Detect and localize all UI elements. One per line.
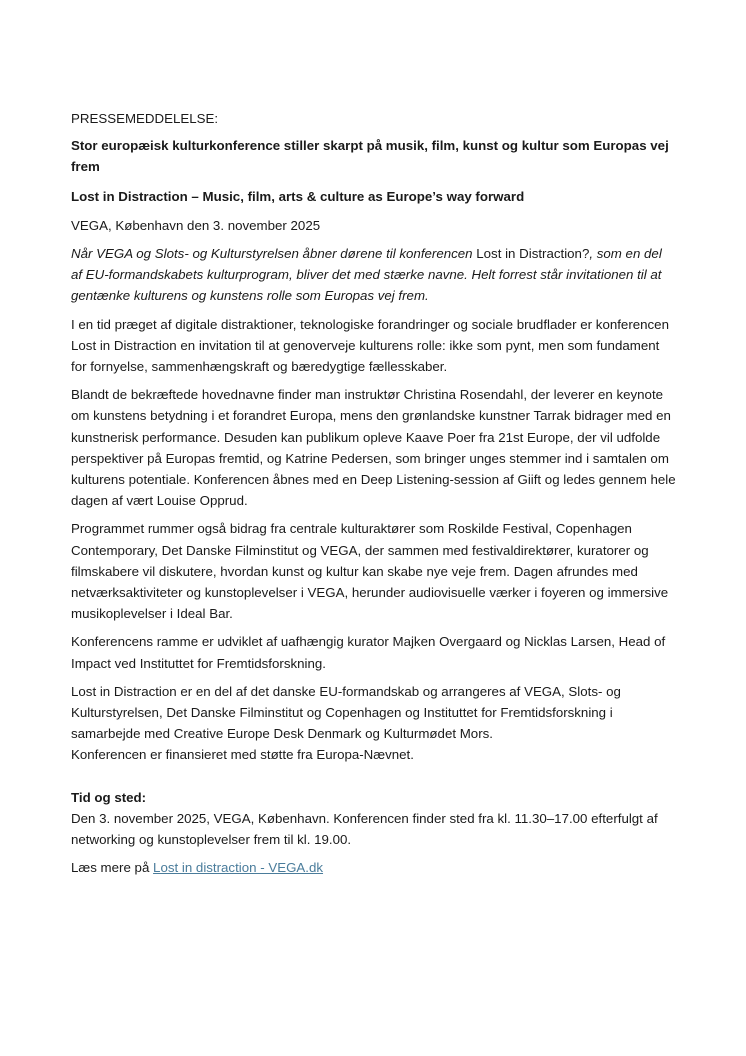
body-paragraph-4: Konferencens ramme er udviklet af uafhængig kurator Majken Overgaard og Nicklas Larsen, Head of Impact ved Instituttet for Fremtidsforskning. — [71, 634, 666, 671]
dateline: VEGA, København den 3. november 2025 — [71, 217, 321, 233]
read-more-prefix: Læs mere på — [71, 860, 154, 876]
time-place-title: Tid og sted: — [71, 789, 147, 805]
section-spacer — [71, 773, 676, 787]
lead-event-name: Lost in Distraction? — [476, 246, 590, 262]
lead-part-1: Når VEGA og Slots- og Kulturstyrelsen åbner dørene til konferencen — [71, 246, 477, 262]
vega-event-link[interactable]: Lost in distraction - VEGA.dk — [153, 860, 324, 876]
press-release-label: PRESSEMEDDELELSE: — [71, 111, 219, 126]
body-paragraph-3: Programmet rummer også bidrag fra centrale kulturaktører som Roskilde Festival, Copenhagen Contemporary, Det Danske Filminstitut og VEGA, der sammen med festivaldirektører, kuratorer og filmskabere vil diskutere, hvordan kunst og kultur kan skabe nye veje frem. Dagen afrundes med netværksaktiviteter og kunstoplevelser i VEGA, herunder audiovisuelle værker i foyeren og immersive musikoplevelser i Ideal Bar. — [71, 521, 669, 622]
body-paragraph-2: Blandt de bekræftede hovednavne finder man instruktør Christina Rosendahl, der leverer en keynote om kunstens betydning i et forandret Europa, mens den grønlandske kunstner Tarrak bidrager med en kunstnerisk performance. Desuden kan publikum opleve Kaave Poer fra 21st Europe, der vil udfolde perspektiver på Europas fremtid, og Katrine Pedersen, som bringer unges stemmer ind i samtalen om kulturens potentiale. Konferencen åbnes med en Deep Listening-session af Giift og ledes gennem hele dagen af vært Louise Opprud. — [71, 387, 676, 509]
headline: Stor europæisk kulturkonference stiller skarpt på musik, film, kunst og kultur som Europas vej frem — [71, 138, 669, 175]
organizers-paragraph: Lost in Distraction er en del af det danske EU-formandskab og arrangeres af VEGA, Slots- og Kulturstyrelsen, Det Danske Filminstitut og Copenhagen og Instituttet for Fremtidsforskning i samarbejde med Creative Europe Desk Denmark og Kulturmødet Mors. — [71, 683, 621, 742]
lead-part-3: , som en del af EU-formandskabets kulturprogram, bliver det med stærke navne. Helt forrest står invitationen til at gentænke kulturens og kunstens rolle som Europas vej frem. — [71, 246, 662, 304]
time-place-text: Den 3. november 2025, VEGA, København. Konferencen finder sted fra kl. 11.30–17.00 efterfulgt af networking og kunstoplevelser frem til kl. 19.00. — [71, 810, 658, 848]
lead-paragraph — [71, 243, 676, 307]
funding-line: Konferencen er finansieret med støtte fra Europa-Nævnet. — [71, 747, 414, 763]
read-more-line — [71, 857, 676, 878]
subheadline: Lost in Distraction – Music, film, arts & culture as Europe’s way forward — [71, 188, 525, 204]
body-paragraph-1: I en tid præget af digitale distraktioner, teknologiske forandringer og sociale brudflader er konferencen Lost in Distraction en invitation til at genoverveje kulturens rolle: ikke som pynt, men som fundament for fornyelse, sammenhængskraft og bæredygtige fællesskaber. — [71, 316, 669, 375]
